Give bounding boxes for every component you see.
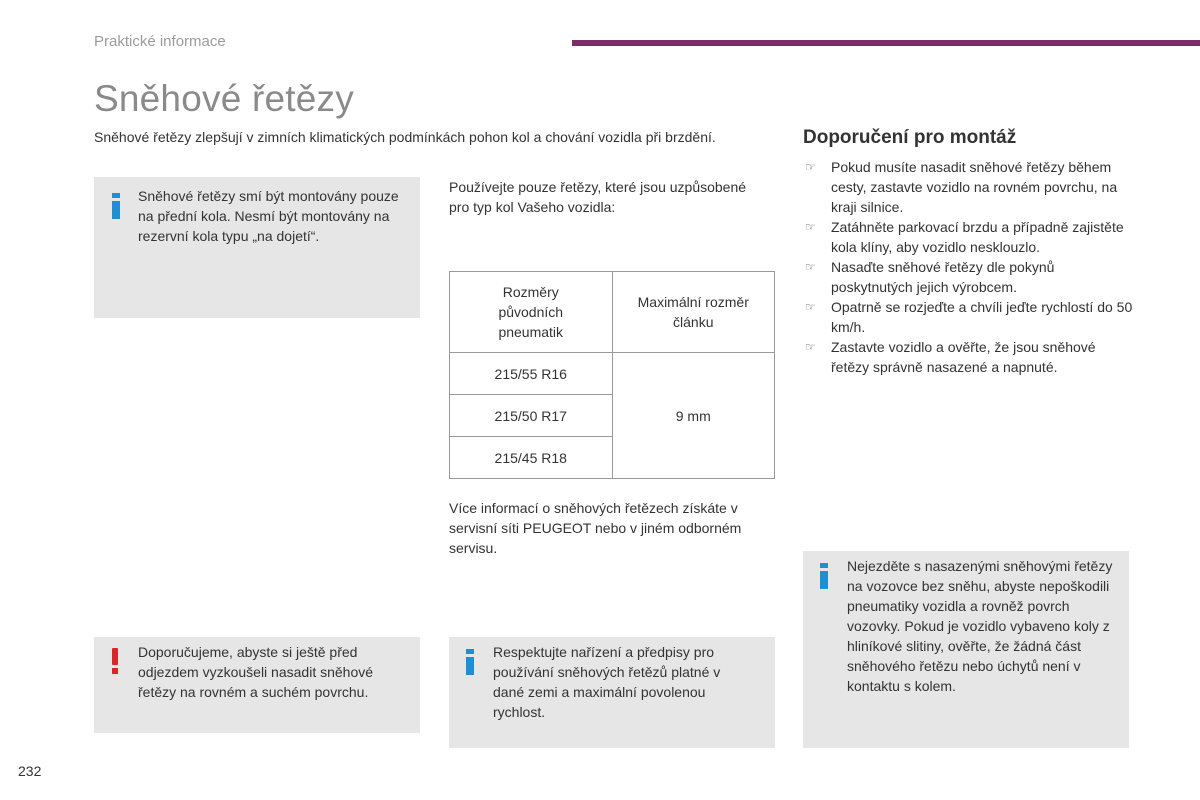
table-cell-size: 215/45 R18 — [450, 437, 613, 479]
use-only-text: Používejte pouze řetězy, které jsou uzpůsobené pro typ kol Vašeho vozidla: — [449, 179, 747, 215]
table-header-row — [450, 272, 775, 353]
section-label: Praktické informace — [94, 33, 226, 50]
pointing-hand-icon: ☞ — [805, 260, 816, 274]
table-cell-size: 215/50 R17 — [450, 395, 613, 437]
list-item: ☞ Zastavte vozidlo a ověřte, že jsou sněhové řetězy správně nasazené a napnuté. — [805, 339, 1096, 375]
info-box-regulations — [449, 637, 775, 748]
info-box-snowless-roads — [803, 551, 1129, 748]
mounting-heading: Doporučení pro montáž — [803, 127, 1017, 148]
more-info-text: Více informací o sněhových řetězech získáte v servisní síti PEUGEOT nebo v jiném odborném servisu. — [449, 500, 742, 556]
mounting-steps-list — [803, 157, 1133, 377]
info-box-snowless-roads-text: Nejezděte s nasazenými sněhovými řetězy na vozovce bez sněhu, abyste nepoškodili pneumatiky vozidla a rovněž povrch vozovky. Pokud je vozidlo vybaveno koly z hliníkové slitiny, ověřte, že žádná část sněhového řetězu nebo úchytů není v kontaktu s kolem. — [847, 558, 1113, 694]
table-cell-size: 215/55 R16 — [450, 353, 613, 395]
info-icon — [466, 649, 474, 675]
pointing-hand-icon: ☞ — [805, 300, 816, 314]
page-title: Sněhové řetězy — [94, 78, 354, 119]
list-item: ☞ Pokud musíte nasadit sněhové řetězy během cesty, zastavte vozidlo na rovném povrchu, na kraji silnice. — [805, 159, 1118, 215]
pointing-hand-icon: ☞ — [805, 160, 816, 174]
table-row — [450, 353, 775, 395]
page-number: 232 — [18, 763, 42, 779]
table-cell-max-link: 9 mm — [612, 353, 775, 479]
info-icon — [112, 193, 120, 219]
info-icon — [820, 563, 828, 589]
list-item: ☞ Opatrně se rozjeďte a chvíli jeďte rychlostí do 50 km/h. — [805, 299, 1133, 335]
table-header-tyre-size: Rozměry původních pneumatik — [450, 272, 613, 353]
list-item: ☞ Nasaďte sněhové řetězy dle pokynů poskytnutých jejich výrobcem. — [805, 259, 1055, 295]
pointing-hand-icon: ☞ — [805, 340, 816, 354]
warning-box — [94, 637, 420, 733]
warning-box-text: Doporučujeme, abyste si ještě před odjezdem vyzkoušeli nasadit sněhové řetězy na rovném a suchém povrchu. — [138, 644, 374, 700]
table-header-max-link: Maximální rozměr článku — [612, 272, 775, 353]
info-box-regulations-text: Respektujte nařízení a předpisy pro používání sněhových řetězů platné v dané zemi a maximální povolenou rychlost. — [493, 644, 721, 720]
header-accent-bar — [572, 40, 1200, 46]
intro-paragraph: Sněhové řetězy zlepšují v zimních klimatických podmínkách pohon kol a chování vozidla při brzdění. — [94, 129, 716, 145]
info-box-front-wheels — [94, 177, 420, 318]
info-box-front-wheels-text: Sněhové řetězy smí být montovány pouze na přední kola. Nesmí být montovány na rezervní kola typu „na dojetí“. — [138, 188, 399, 244]
chain-size-table — [449, 271, 775, 479]
pointing-hand-icon: ☞ — [805, 220, 816, 234]
list-item: ☞ Zatáhněte parkovací brzdu a případně zajistěte kola klíny, aby vozidlo nesklouzlo. — [805, 219, 1124, 255]
warning-icon — [111, 648, 119, 674]
